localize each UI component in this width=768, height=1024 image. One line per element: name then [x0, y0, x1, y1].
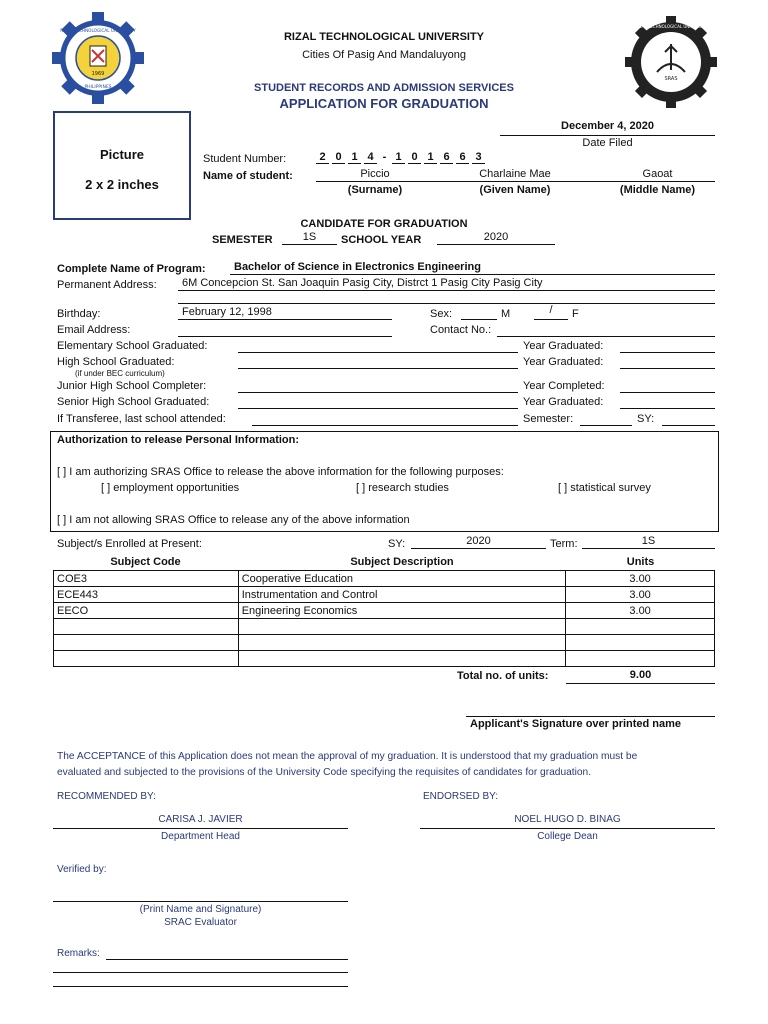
student-number-digit: 4 [364, 151, 377, 164]
svg-text:PHILIPPINES: PHILIPPINES [84, 85, 112, 90]
university-name: RIZAL TECHNOLOGICAL UNIVERSITY [283, 31, 485, 43]
endorsed-title: College Dean [537, 831, 598, 842]
deny-option[interactable]: [ ] I am not allowing SRAS Office to release any of the above information [57, 514, 410, 526]
subject-code: EECO [54, 603, 239, 619]
birthday-label: Birthday: [57, 308, 101, 320]
col-subject-desc: Subject Description [350, 556, 454, 568]
sex-label: Sex: [430, 308, 453, 320]
notice-line-1: The ACCEPTANCE of this Application does not mean the approval of my graduation. It is understood that my graduation must be [57, 751, 638, 762]
photo-box [53, 111, 191, 220]
subject-code [54, 619, 239, 635]
student-number-digit: 1 [424, 151, 437, 164]
applicant-signature-label: Applicant's Signature over printed name [470, 718, 682, 730]
col-units: Units [626, 556, 655, 568]
student-name-label: Name of student: [203, 170, 293, 182]
sex-female-label: F [572, 308, 579, 320]
endorsed-label: ENDORSED BY: [423, 791, 499, 802]
enrolled-sy-value: 2020 [466, 535, 491, 547]
table-row [54, 571, 715, 587]
highschool-label: High School Graduated: [57, 356, 175, 368]
student-number-digit: 6 [456, 151, 469, 164]
table-row [54, 587, 715, 603]
jhs-label: Junior High School Completer: [57, 380, 207, 392]
recommended-name: CARISA J. JAVIER [158, 814, 243, 825]
subject-desc [238, 619, 566, 635]
enrolled-term-value: 1S [641, 535, 656, 547]
recommended-title: Department Head [161, 831, 240, 842]
subjects-table [53, 570, 715, 667]
student-number-digit: 1 [392, 151, 405, 164]
photo-label: Picture [99, 147, 145, 162]
shs-year-label: Year Graduated: [523, 396, 604, 408]
birthday-value: February 12, 1998 [182, 306, 272, 318]
school-year-label: SCHOOL YEAR [341, 234, 422, 246]
middle-name-value: Gaoat [642, 168, 673, 180]
elementary-label: Elementary School Graduated: [57, 340, 208, 352]
endorsed-name: NOEL HUGO D. BINAG [514, 814, 621, 825]
subject-desc: Cooperative Education [238, 571, 566, 587]
subject-units: 3.00 [566, 603, 715, 619]
contact-label: Contact No.: [430, 324, 492, 336]
program-label: Complete Name of Program: [57, 263, 206, 275]
student-number-digit: 6 [440, 151, 453, 164]
semester-label: SEMESTER [212, 234, 273, 246]
subject-desc: Engineering Economics [238, 603, 566, 619]
transferee-semester-label: Semester: [523, 413, 574, 425]
transferee-sy-label: SY: [637, 413, 655, 425]
subject-code: ECE443 [54, 587, 239, 603]
table-row [54, 651, 715, 667]
subject-units [566, 635, 715, 651]
subject-desc [238, 651, 566, 667]
student-number-digit: 1 [348, 151, 361, 164]
table-row [54, 635, 715, 651]
authorize-option[interactable]: [ ] I am authorizing SRAS Office to release the above information for the following purposes: [57, 466, 504, 478]
shs-label: Senior High School Graduated: [57, 396, 210, 408]
semester-value: 1S [302, 231, 317, 243]
total-units-label: Total no. of units: [457, 670, 549, 682]
form-title: APPLICATION FOR GRADUATION [279, 96, 489, 111]
date-filed-value: December 4, 2020 [561, 120, 654, 132]
student-number-digit: 0 [332, 151, 345, 164]
authorization-title: Authorization to release Personal Information: [57, 434, 300, 446]
authorization-box [50, 431, 719, 532]
middle-name-label: (Middle Name) [619, 184, 696, 196]
remarks-label: Remarks: [57, 948, 100, 959]
address-value: 6M Concepcion St. San Joaquin Pasig City, Distrct 1 Pasig City Pasig City [182, 277, 543, 289]
student-number [316, 151, 485, 164]
highschool-note: (if under BEC curriculum) [75, 369, 165, 378]
highschool-year-label: Year Graduated: [523, 356, 604, 368]
student-number-digit: 3 [472, 151, 485, 164]
notice-line-2: evaluated and subjected to the provisions of the University Code specifying the requisites of candidates for graduation. [57, 767, 592, 778]
svg-text:RIZAL TECHNOLOGICAL UNIVERSITY: RIZAL TECHNOLOGICAL UNIVERSITY [634, 24, 708, 29]
verified-title: SRAC Evaluator [164, 917, 237, 928]
verified-hint: (Print Name and Signature) [139, 904, 262, 915]
surname-label: (Surname) [347, 184, 403, 196]
given-name-label: (Given Name) [479, 184, 551, 196]
table-row [54, 619, 715, 635]
sras-logo [625, 16, 717, 108]
office-name: STUDENT RECORDS AND ADMISSION SERVICES [254, 82, 514, 94]
candidate-title: CANDIDATE FOR GRADUATION [300, 218, 468, 230]
enrolled-sy-label: SY: [388, 538, 406, 550]
photo-size: 2 x 2 inches [85, 177, 159, 192]
given-name-value: Charlaine Mae [479, 168, 551, 180]
date-filed-label: Date Filed [582, 137, 633, 149]
col-subject-code: Subject Code [110, 556, 181, 568]
purpose-research[interactable]: [ ] research studies [356, 482, 449, 494]
total-units-value: 9.00 [629, 669, 652, 681]
verified-label: Verified by: [57, 864, 107, 875]
program-value: Bachelor of Science in Electronics Engineering [234, 261, 481, 273]
enrolled-label: Subject/s Enrolled at Present: [57, 538, 202, 550]
svg-text:1969: 1969 [91, 71, 105, 77]
subject-desc: Instrumentation and Control [238, 587, 566, 603]
sex-male-label: M [501, 308, 511, 320]
subject-code: COE3 [54, 571, 239, 587]
subject-units: 3.00 [566, 587, 715, 603]
svg-text:RIZAL TECHNOLOGICAL UNIVERSITY: RIZAL TECHNOLOGICAL UNIVERSITY [60, 28, 136, 33]
purpose-statistical[interactable]: [ ] statistical survey [558, 482, 651, 494]
university-cities: Cities Of Pasig And Mandaluyong [302, 49, 466, 61]
student-number-digit: 0 [408, 151, 421, 164]
subject-code [54, 635, 239, 651]
svg-text:SRAS: SRAS [664, 76, 678, 82]
jhs-year-label: Year Completed: [523, 380, 605, 392]
subject-units [566, 651, 715, 667]
email-label: Email Address: [57, 324, 131, 336]
school-year-value: 2020 [483, 231, 509, 243]
table-row [54, 603, 715, 619]
student-number-label: Student Number: [203, 153, 287, 165]
student-number-dash: - [382, 151, 387, 163]
sex-mark: / [549, 304, 553, 316]
address-label: Permanent Address: [57, 279, 157, 291]
subject-code [54, 651, 239, 667]
student-number-digit: 2 [316, 151, 329, 164]
enrolled-term-label: Term: [550, 538, 578, 550]
subject-desc [238, 635, 566, 651]
purpose-employment[interactable]: [ ] employment opportunities [101, 482, 240, 494]
transferee-label: If Transferee, last school attended: [57, 413, 226, 425]
subject-units: 3.00 [566, 571, 715, 587]
subject-units [566, 619, 715, 635]
elementary-year-label: Year Graduated: [523, 340, 604, 352]
recommended-label: RECOMMENDED BY: [57, 791, 156, 802]
surname-value: Piccio [360, 168, 390, 180]
